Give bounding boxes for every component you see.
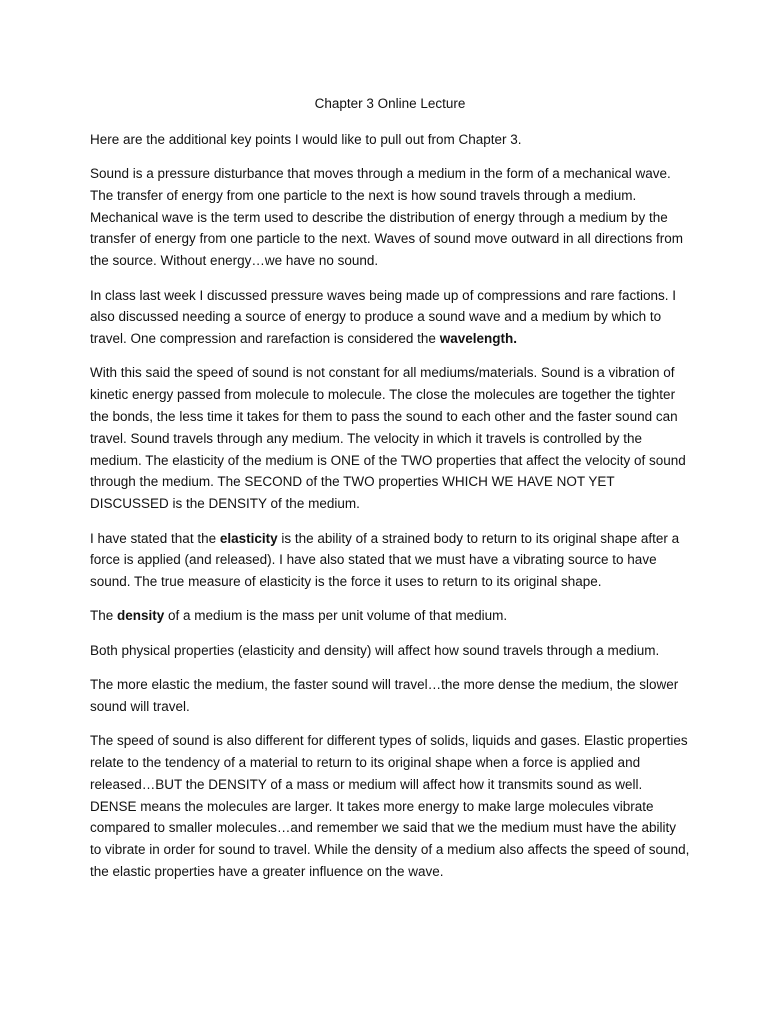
density-text-before: The — [90, 608, 118, 624]
speed-of-sound-paragraph: With this said the speed of sound is not constant for all mediums/materials. Sound is a vibration of kinetic energy passed from molecule to molecule. The close the molecules are together the tighter the bonds, the less time it takes for them to pass the sound to each other and the faster sound can travel. Sound travels through any medium. The velocity in which it travels is controlled by the medium. The elasticity of the medium is ONE of the TWO properties that affect the velocity of sound through the medium. The SECOND of the TWO properties WHICH WE HAVE NOT YET DISCUSSED is the DENSITY of the medium. — [90, 365, 686, 512]
elasticity-text-after: is the ability of a strained body to return to its original shape after a force is applied (and released). I have also stated that we must have a vibrating source to have sound. The true measure of elasticity is the force it uses to return to its original shape. — [90, 530, 680, 590]
elasticity-paragraph — [90, 528, 690, 593]
document-title: Chapter 3 Online Lecture — [314, 96, 466, 111]
document-body — [90, 93, 690, 895]
pressure-waves-paragraph — [90, 285, 690, 350]
solids-liquids-gases-paragraph: The speed of sound is also different for different types of solids, liquids and gases. Elastic properties relate to the tendency of a material to return to its original shape when a force is applied and released…BUT the DENSITY of a mass or medium will affect how it transmits sound as well. DENSE means the molecules are larger. It takes more energy to make large molecules vibrate compared to smaller molecules…and remember we said that we the medium must have the ability to vibrate in order for sound to travel. While the density of a medium also affects the speed of sound, the elastic properties have a greater influence on the wave. — [90, 733, 690, 879]
elasticity-term: elasticity — [219, 530, 278, 546]
intro-paragraph: Here are the additional key points I would like to pull out from Chapter 3. — [90, 131, 522, 147]
elasticity-text-before: I have stated that the — [90, 530, 220, 546]
density-paragraph — [90, 605, 690, 627]
wavelength-term: wavelength. — [439, 331, 517, 347]
elastic-vs-dense-paragraph: The more elastic the medium, the faster sound will travel…the more dense the medium, the slower sound will travel. — [90, 677, 679, 714]
pressure-waves-text: In class last week I discussed pressure waves being made up of compressions and rare factions. I also discussed needing a source of energy to produce a sound wave and a medium by which to travel. One compression and rarefaction is considered the — [90, 287, 677, 347]
density-text-after: of a medium is the mass per unit volume of that medium. — [164, 608, 508, 624]
sound-definition-paragraph: Sound is a pressure disturbance that moves through a medium in the form of a mechanical wave. The transfer of energy from one particle to the next is how sound travels through a medium. Mechanical wave is the term used to describe the distribution of energy through a medium by the transfer of energy from one particle to the next. Waves of sound move outward in all directions from the source. Without energy…we have no sound. — [90, 166, 684, 269]
physical-properties-paragraph: Both physical properties (elasticity and density) will affect how sound travels through a medium. — [90, 642, 660, 658]
density-term: density — [117, 608, 165, 624]
